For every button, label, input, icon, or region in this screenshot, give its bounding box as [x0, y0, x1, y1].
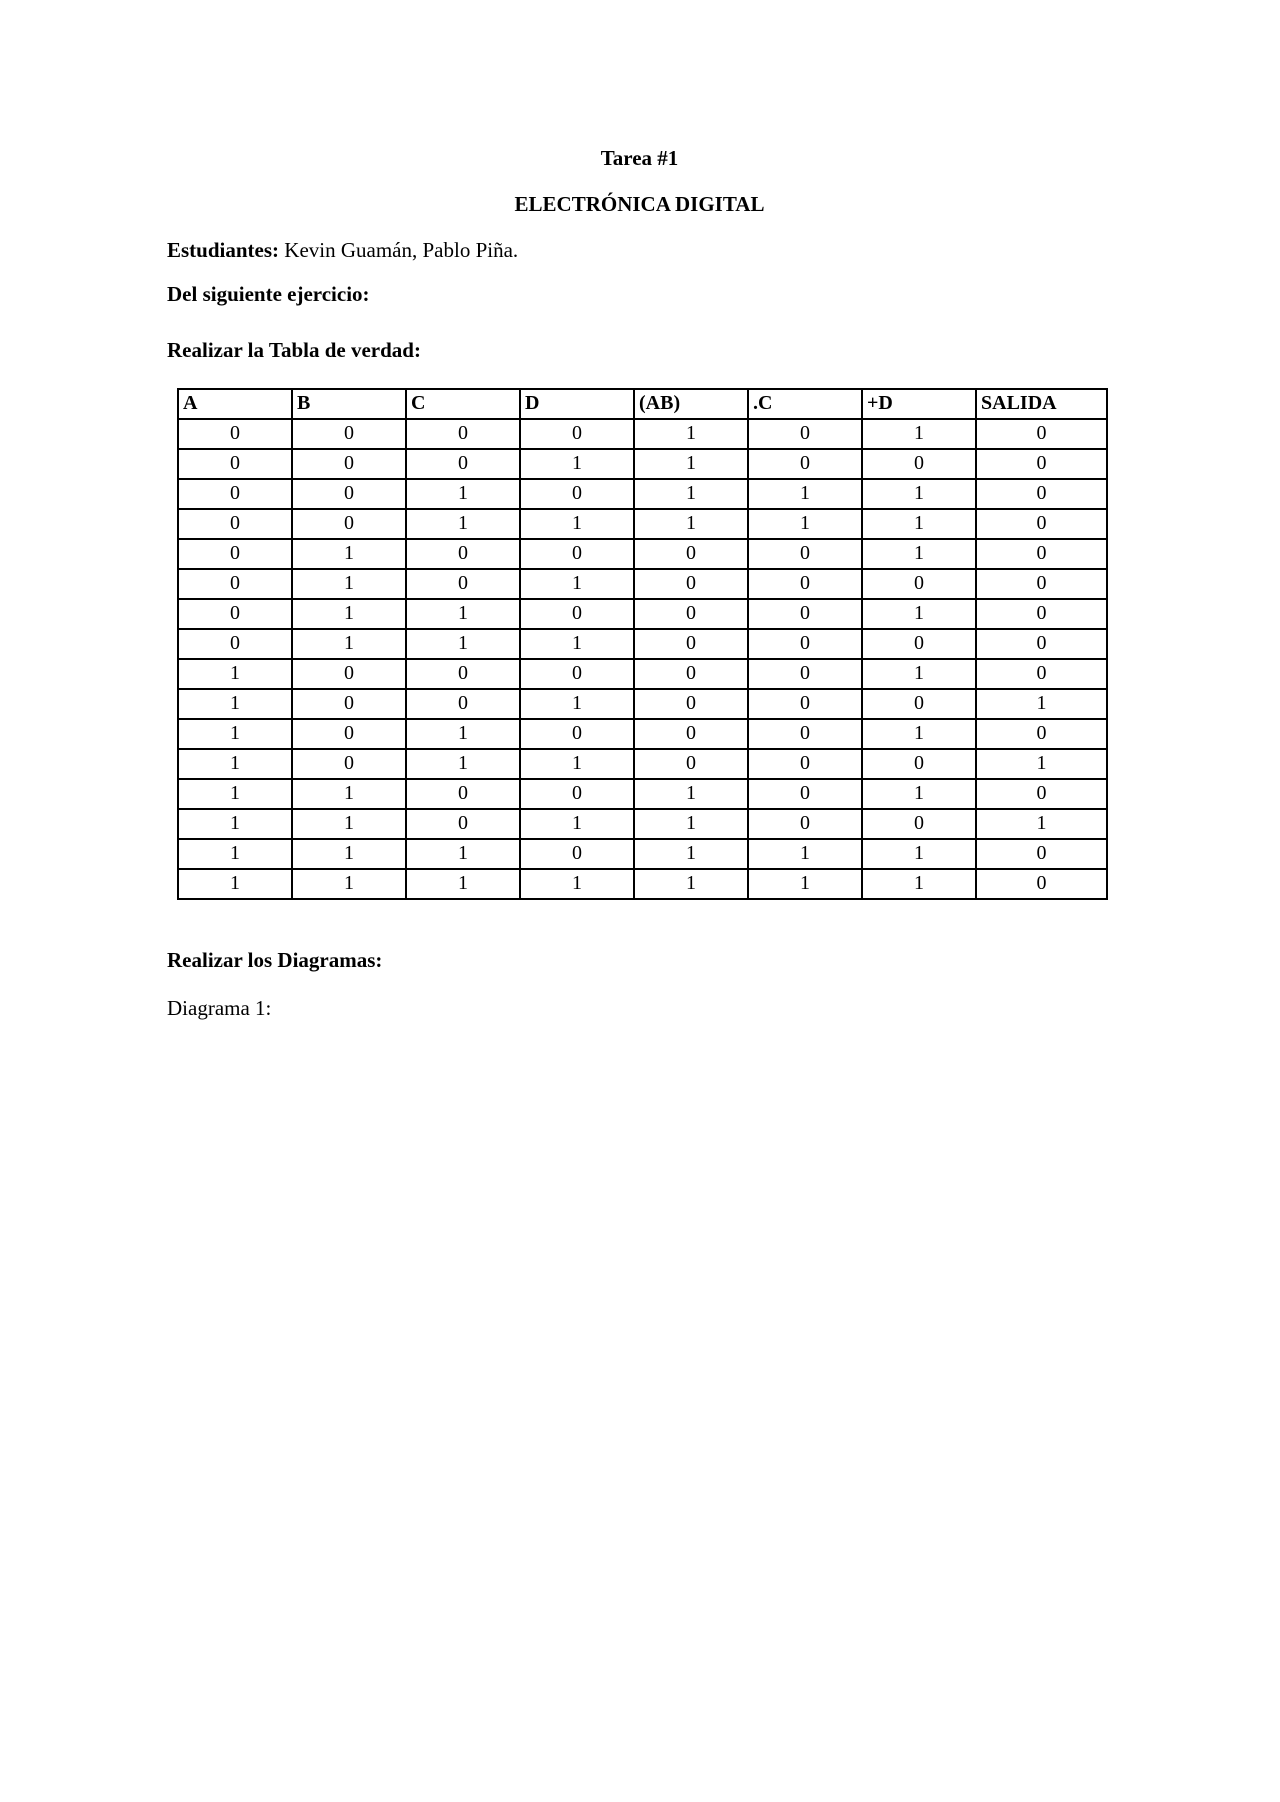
table-cell: 1 — [520, 689, 634, 719]
table-cell: 1 — [406, 869, 520, 899]
table-cell: 1 — [634, 809, 748, 839]
table-cell: 0 — [520, 659, 634, 689]
table-cell: 0 — [406, 419, 520, 449]
table-cell: 0 — [862, 809, 976, 839]
table-cell: 1 — [634, 869, 748, 899]
column-header: SALIDA — [976, 389, 1107, 419]
table-cell: 1 — [976, 809, 1107, 839]
table-cell: 1 — [406, 599, 520, 629]
table-cell: 0 — [976, 599, 1107, 629]
table-cell: 1 — [520, 509, 634, 539]
table-cell: 0 — [976, 779, 1107, 809]
table-cell: 1 — [520, 629, 634, 659]
table-cell: 0 — [178, 449, 292, 479]
table-cell: 0 — [976, 539, 1107, 569]
table-cell: 1 — [292, 629, 406, 659]
table-cell: 1 — [520, 749, 634, 779]
doc-subtitle: ELECTRÓNICA DIGITAL — [514, 192, 765, 217]
table-cell: 0 — [748, 659, 862, 689]
students-line — [167, 238, 1112, 262]
table-cell: 0 — [292, 689, 406, 719]
table-cell: 1 — [178, 869, 292, 899]
table-cell: 1 — [634, 419, 748, 449]
table-cell: 1 — [178, 659, 292, 689]
table-cell: 0 — [292, 509, 406, 539]
table-cell: 1 — [292, 599, 406, 629]
table-cell: 0 — [748, 539, 862, 569]
table-row — [178, 659, 1107, 689]
table-cell: 0 — [748, 719, 862, 749]
table-cell: 0 — [520, 839, 634, 869]
table-cell: 0 — [520, 539, 634, 569]
table-cell: 1 — [292, 869, 406, 899]
table-row — [178, 719, 1107, 749]
table-row — [178, 599, 1107, 629]
table-cell: 1 — [406, 719, 520, 749]
table-cell: 0 — [520, 719, 634, 749]
table-cell: 1 — [748, 479, 862, 509]
table-cell: 1 — [178, 779, 292, 809]
table-cell: 0 — [748, 779, 862, 809]
table-cell: 0 — [862, 749, 976, 779]
table-row — [178, 449, 1107, 479]
table-cell: 1 — [862, 599, 976, 629]
table-cell: 0 — [292, 419, 406, 449]
table-cell: 1 — [748, 839, 862, 869]
table-cell: 0 — [178, 479, 292, 509]
table-cell: 0 — [976, 629, 1107, 659]
table-cell: 0 — [634, 659, 748, 689]
table-cell: 0 — [634, 569, 748, 599]
diagram-1-label: Diagrama 1: — [167, 995, 272, 1020]
table-cell: 1 — [862, 869, 976, 899]
table-row — [178, 479, 1107, 509]
table-cell: 1 — [406, 479, 520, 509]
doc-title: Tarea #1 — [600, 146, 679, 170]
table-cell: 1 — [634, 779, 748, 809]
table-cell: 0 — [178, 539, 292, 569]
table-cell: 1 — [406, 749, 520, 779]
table-cell: 0 — [862, 569, 976, 599]
table-cell: 1 — [862, 479, 976, 509]
table-row — [178, 419, 1107, 449]
column-header: A — [178, 389, 292, 419]
table-row — [178, 779, 1107, 809]
table-cell: 1 — [976, 689, 1107, 719]
table-row — [178, 629, 1107, 659]
table-cell: 1 — [406, 629, 520, 659]
table-row — [178, 689, 1107, 719]
table-cell: 0 — [178, 629, 292, 659]
table-cell: 0 — [748, 599, 862, 629]
table-cell: 0 — [748, 419, 862, 449]
table-cell: 1 — [520, 449, 634, 479]
exercise-heading: Del siguiente ejercicio: — [167, 282, 370, 307]
table-cell: 0 — [520, 779, 634, 809]
table-cell: 0 — [520, 419, 634, 449]
truth-table-header-row — [178, 389, 1107, 419]
table-cell: 0 — [178, 569, 292, 599]
table-cell: 1 — [178, 839, 292, 869]
table-cell: 0 — [748, 689, 862, 719]
table-cell: 1 — [292, 809, 406, 839]
table-cell: 1 — [520, 809, 634, 839]
table-cell: 1 — [862, 539, 976, 569]
table-cell: 0 — [178, 599, 292, 629]
column-header: C — [406, 389, 520, 419]
table-row — [178, 839, 1107, 869]
table-cell: 1 — [178, 749, 292, 779]
table-cell: 0 — [634, 599, 748, 629]
table-cell: 0 — [520, 599, 634, 629]
table-cell: 0 — [976, 419, 1107, 449]
table-cell: 0 — [292, 659, 406, 689]
table-cell: 0 — [634, 689, 748, 719]
document-content — [0, 146, 1280, 1020]
table-cell: 1 — [748, 509, 862, 539]
table-cell: 0 — [406, 539, 520, 569]
column-header: .C — [748, 389, 862, 419]
table-cell: 0 — [292, 449, 406, 479]
table-cell: 0 — [634, 719, 748, 749]
table-cell: 1 — [292, 569, 406, 599]
table-cell: 0 — [748, 449, 862, 479]
table-cell: 0 — [406, 569, 520, 599]
table-cell: 0 — [976, 569, 1107, 599]
table-row — [178, 749, 1107, 779]
table-cell: 0 — [178, 509, 292, 539]
table-cell: 0 — [520, 479, 634, 509]
table-cell: 1 — [406, 839, 520, 869]
column-header: B — [292, 389, 406, 419]
table-cell: 1 — [292, 779, 406, 809]
table-cell: 1 — [406, 509, 520, 539]
table-cell: 0 — [976, 479, 1107, 509]
table-cell: 1 — [520, 569, 634, 599]
table-cell: 1 — [862, 719, 976, 749]
truth-table-heading: Realizar la Tabla de verdad: — [167, 337, 421, 362]
table-cell: 0 — [862, 629, 976, 659]
table-cell: 0 — [634, 629, 748, 659]
column-header: (AB) — [634, 389, 748, 419]
table-cell: 0 — [406, 809, 520, 839]
table-cell: 0 — [406, 689, 520, 719]
table-cell: 1 — [178, 719, 292, 749]
table-cell: 1 — [634, 449, 748, 479]
table-cell: 0 — [862, 449, 976, 479]
table-cell: 0 — [406, 659, 520, 689]
table-cell: 0 — [748, 569, 862, 599]
students-names: Kevin Guamán, Pablo Piña. — [284, 238, 519, 263]
table-cell: 0 — [976, 869, 1107, 899]
table-cell: 1 — [634, 839, 748, 869]
table-cell: 1 — [862, 779, 976, 809]
column-header: +D — [862, 389, 976, 419]
table-cell: 0 — [976, 449, 1107, 479]
table-cell: 1 — [178, 689, 292, 719]
table-cell: 1 — [976, 749, 1107, 779]
table-cell: 0 — [976, 839, 1107, 869]
table-row — [178, 869, 1107, 899]
table-cell: 0 — [292, 749, 406, 779]
table-cell: 1 — [634, 479, 748, 509]
table-row — [178, 539, 1107, 569]
truth-table-body — [178, 419, 1107, 899]
table-cell: 0 — [292, 719, 406, 749]
table-cell: 0 — [976, 659, 1107, 689]
table-cell: 0 — [976, 719, 1107, 749]
table-cell: 1 — [862, 659, 976, 689]
table-cell: 0 — [862, 689, 976, 719]
table-cell: 1 — [862, 509, 976, 539]
table-cell: 0 — [748, 629, 862, 659]
table-cell: 0 — [178, 419, 292, 449]
table-cell: 1 — [634, 509, 748, 539]
diagrams-heading: Realizar los Diagramas: — [167, 947, 383, 972]
table-row — [178, 809, 1107, 839]
table-cell: 1 — [178, 809, 292, 839]
table-cell: 1 — [862, 839, 976, 869]
table-cell: 0 — [292, 479, 406, 509]
truth-table — [177, 388, 1108, 900]
table-cell: 1 — [520, 869, 634, 899]
table-cell: 0 — [748, 809, 862, 839]
table-row — [178, 569, 1107, 599]
table-cell: 0 — [976, 509, 1107, 539]
document-page — [0, 146, 1280, 1802]
table-cell: 0 — [406, 449, 520, 479]
table-cell: 0 — [634, 539, 748, 569]
table-cell: 1 — [748, 869, 862, 899]
column-header: D — [520, 389, 634, 419]
table-row — [178, 509, 1107, 539]
students-label: Estudiantes: — [167, 238, 280, 263]
table-cell: 1 — [862, 419, 976, 449]
table-cell: 1 — [292, 839, 406, 869]
table-cell: 1 — [292, 539, 406, 569]
table-cell: 0 — [634, 749, 748, 779]
table-cell: 0 — [406, 779, 520, 809]
table-cell: 0 — [748, 749, 862, 779]
